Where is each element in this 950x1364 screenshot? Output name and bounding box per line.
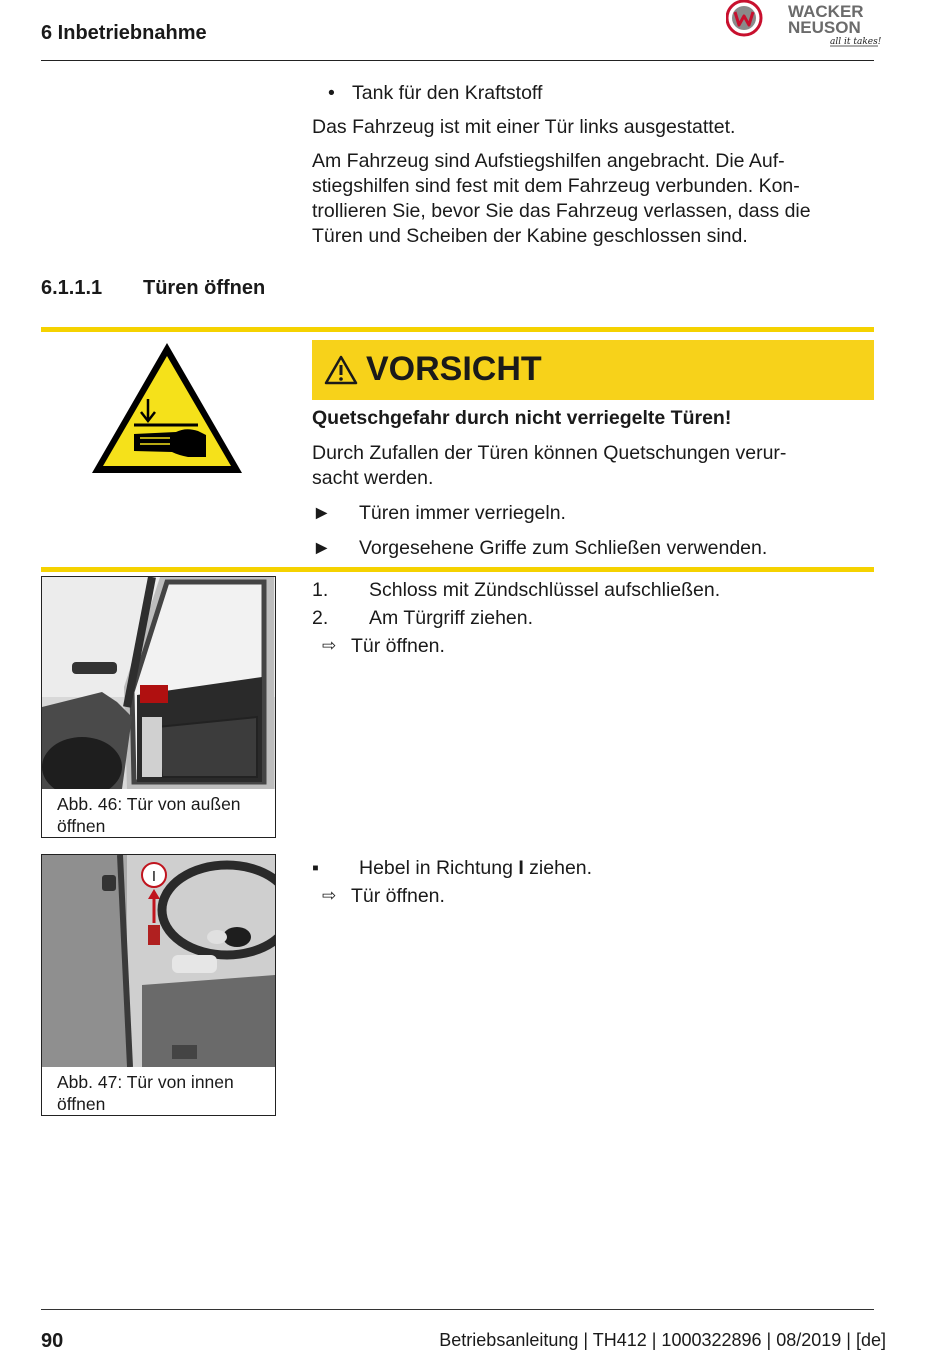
result-arrow-icon: ⇨ (322, 886, 337, 905)
brand-logo (726, 0, 886, 50)
hazard-statement: Quetschgefahr durch nicht verriegelte Türen! (312, 407, 732, 429)
warning-top-rule (41, 327, 874, 332)
figure-47 (41, 854, 276, 1116)
signal-word: VORSICHT (366, 350, 542, 388)
hazard-consequence: Durch Zufallen der Türen können Quetschungen verur- sacht werden. (312, 442, 787, 489)
intro-paragraph-1: Das Fahrzeug ist mit einer Tür links ausgestattet. (312, 116, 736, 138)
door-inside-photo (42, 855, 275, 1067)
door-outside-photo (42, 577, 275, 789)
step-result: ⇨ Tür öffnen. (312, 632, 874, 660)
chapter-title: 6 Inbetriebnahme (41, 22, 207, 44)
figure-47-caption: Abb. 47: Tür von innen öffnen (57, 1072, 234, 1114)
list-item: 1. Schloss mit Zündschlüssel aufschließen. (312, 579, 721, 601)
document-info: Betriebsanleitung | TH412 | 1000322896 | 08/2019 | [de] (439, 1330, 886, 1350)
step-result: ⇨ Tür öffnen. (312, 882, 874, 910)
warning-triangle-icon (324, 355, 358, 385)
list-item: • Tank für den Kraftstoff (328, 82, 543, 104)
list-item: ► Türen immer verriegeln. (312, 502, 566, 524)
intro-block (312, 81, 874, 249)
list-item: ▪ Hebel in Richtung I ziehen. (312, 857, 593, 879)
list-item: ► Vorgesehene Griffe zum Schließen verwenden. (312, 537, 768, 559)
signal-word-panel (312, 340, 874, 400)
intro-bullet-text: Tank für den Kraftstoff (352, 82, 543, 104)
warning-body (312, 406, 874, 561)
callout-label: I (151, 868, 157, 885)
intro-paragraph-2: Am Fahrzeug sind Aufstiegshilfen angebracht. Die Auf- stiegshilfen sind fest mit dem Fahrzeug verbunden. Kon- trollieren Sie, bevor Sie das Fahrzeug verlassen, dass die Türen und Scheiben der Kabine geschlossen sind. (312, 150, 811, 247)
figure-46 (41, 576, 276, 838)
page-number: 90 (41, 1330, 64, 1352)
result-arrow-icon: ⇨ (322, 636, 337, 655)
section-heading (41, 277, 265, 300)
logo-line2: NEUSON (788, 18, 861, 37)
steps-inside (312, 854, 874, 910)
warning-bottom-rule (41, 567, 874, 572)
section-number: 6.1.1.1 (41, 277, 103, 299)
logo-line1: WACKER (788, 2, 864, 21)
section-title: Türen öffnen (143, 277, 266, 299)
list-item: 2. Am Türgriff ziehen. (312, 607, 534, 629)
steps-outside (312, 576, 874, 660)
crush-hazard-icon (88, 339, 246, 477)
figure-46-caption: Abb. 46: Tür von außen öffnen (57, 794, 241, 836)
footer-rule (41, 1309, 874, 1310)
header-rule (41, 60, 874, 61)
logo-tagline: all it takes! (830, 37, 882, 47)
